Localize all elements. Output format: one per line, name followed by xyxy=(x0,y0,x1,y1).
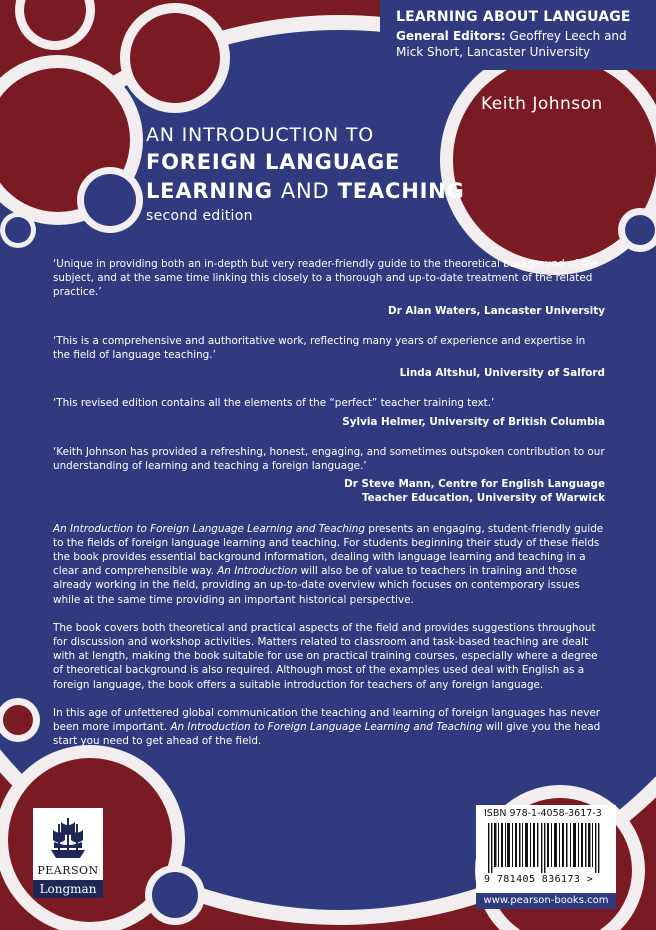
desc-p1-b: will also be of value to teachers in training and those already working in the field, providing an up-to-date overview which focuses on contemporary issues while at the same time providing an important historical perspective. xyxy=(53,565,580,606)
pearson-longman-logo xyxy=(33,808,103,898)
description-paragraph-1 xyxy=(53,522,605,607)
title-word-teaching: TEACHING xyxy=(337,179,465,203)
editors-names-2: Mick Short, Lancaster University xyxy=(396,45,591,59)
editors-names-1: Geoffrey Leech and xyxy=(509,29,627,43)
description-paragraph-3 xyxy=(53,706,605,749)
editors-label: General Editors: xyxy=(396,29,506,43)
author-name: Keith Johnson xyxy=(481,94,603,114)
quote-3-attribution: Sylvia Helmer, University of British Columbia xyxy=(342,415,605,428)
quote-4-attribution-line-2: Teacher Education, University of Warwick xyxy=(361,492,605,505)
quote-4: ‘Keith Johnson has provided a refreshing, honest, engaging, and sometimes outspoken contribution to our understanding of learning and teaching a foreign language.’ xyxy=(53,445,605,473)
barcode xyxy=(484,823,608,873)
quote-2-attribution: Linda Altshul, University of Salford xyxy=(399,367,605,380)
quote-3: ‘This revised edition contains all the elements of the “perfect” teacher training text.’ xyxy=(53,397,495,410)
isbn-barcode-panel xyxy=(476,805,616,893)
publisher-name: PEARSON xyxy=(37,864,99,877)
desc-p1-a: presents an engaging, student-friendly guide to the fields of foreign language learning and teaching. For students beginning their study of these fields the book provides essential background information, dealing with language learning and teaching in a clear and comprehensible way. xyxy=(53,522,604,578)
series-editors xyxy=(396,28,656,60)
quote-1-attribution: Dr Alan Waters, Lancaster University xyxy=(388,304,605,317)
ship-icon xyxy=(33,808,103,864)
title-word-and: AND xyxy=(280,179,330,203)
desc-title-italic-2: An Introduction xyxy=(217,565,298,578)
series-title: LEARNING ABOUT LANGUAGE xyxy=(396,9,631,25)
publisher-imprint: Longman xyxy=(33,880,103,898)
title-line-1: AN INTRODUCTION TO xyxy=(146,124,375,146)
desc-title-italic-3: An Introduction to Foreign Language Learning and Teaching xyxy=(170,721,483,734)
quote-4-attribution xyxy=(53,477,605,505)
series-panel xyxy=(380,0,656,70)
title-word-learning: LEARNING xyxy=(146,179,273,203)
desc-title-italic: An Introduction to Foreign Language Learning and Teaching xyxy=(53,522,365,535)
book-title xyxy=(146,122,465,224)
isbn-text: ISBN 978-1-4058-3617-3 xyxy=(484,808,602,819)
title-line-3 xyxy=(146,177,465,206)
barcode-digits: 9 781405 836173 > xyxy=(484,874,594,885)
quote-4-attribution-line-1: Dr Steve Mann, Centre for English Language xyxy=(344,478,605,491)
edition-label: second edition xyxy=(146,208,253,224)
quote-1: ‘Unique in providing both an in-depth but very reader-friendly guide to the theoretical background of the subject, and at the same time linking this closely to a thorough and up-to-date treatment of the related practice.’ xyxy=(53,258,599,299)
quote-2: ‘This is a comprehensive and authoritative work, reflecting many years of experience and expertise in the field of language teaching.’ xyxy=(53,334,586,362)
publisher-website: www.pearson-books.com xyxy=(476,893,616,909)
title-line-2: FOREIGN LANGUAGE xyxy=(146,150,401,174)
description-paragraph-2: The book covers both theoretical and practical aspects of the field and provides suggestions throughout for discussion and workshop activities. Matters related to classroom and task-based teaching are dealt with at length, making the book suitable for use on practical training courses, especially where a degree of theoretical background is also required. Although most of the examples used deal with English as a foreign language, the book offers a suitable introduction for teachers of any foreign language. xyxy=(53,621,598,691)
desc-p3-b: will give you the head start you need to get ahead of the field. xyxy=(53,721,601,748)
blurb xyxy=(53,257,605,762)
desc-p3-a: In this age of unfettered global communication the teaching and learning of foreign languages has never been more important. xyxy=(53,706,601,734)
